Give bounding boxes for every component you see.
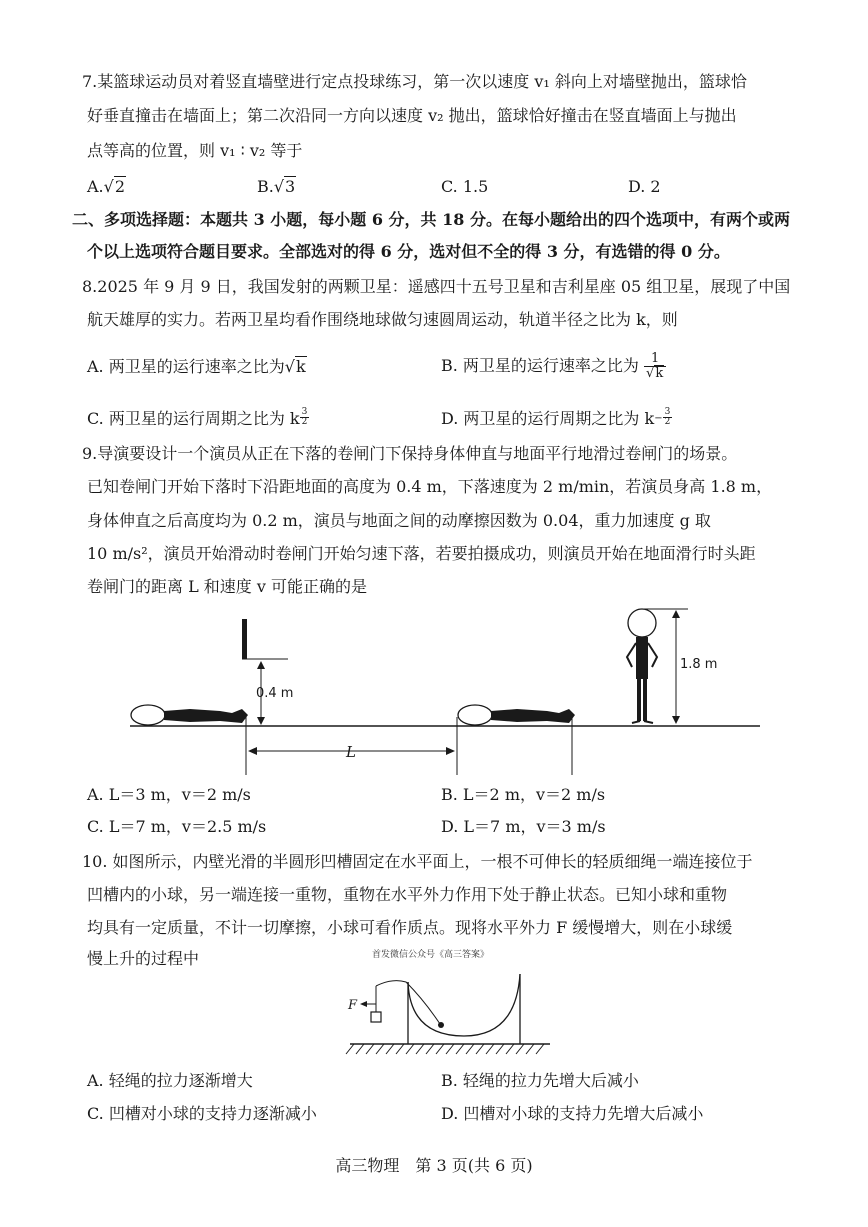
q10-line-3: 均具有一定质量，不计一切摩擦，小球可看作质点。现将水平外力 F 缓慢增大，则在小球缓 — [87, 918, 733, 937]
q7-option-d: D. 2 — [628, 177, 661, 196]
q9-line-3: 身体伸直之后高度均为 0.2 m，演员与地面之间的动摩擦因数为 0.04，重力加速度 g 取 — [87, 511, 711, 530]
q9-figure — [120, 605, 770, 775]
q7-option-a: A.√2 — [87, 177, 126, 196]
q9-line-4: 10 m/s²，演员开始滑动时卷闸门开始匀速下落，若要拍摄成功，则演员开始在地面滑行时头距 — [87, 544, 756, 563]
q8-option-b-fraction: $\frac{1}{√k}$ — [644, 352, 666, 381]
q8-option-d: D. 两卫星的运行周期之比为 k− $\frac{3}{2}$ — [441, 407, 671, 428]
standing-actor — [627, 609, 657, 723]
semicircular-groove — [408, 974, 520, 1036]
q8-line-2: 航天雄厚的实力。若两卫星均看作围绕地球做匀速圆周运动，轨道半径之比为 k，则 — [87, 310, 678, 329]
q9-option-c: C. L＝7 m，v＝2.5 m/s — [87, 817, 267, 836]
q7-line-1: 7.某篮球运动员对着竖直墙壁进行定点投球练习，第一次以速度 v₁ 斜向上对墙壁抛出，篮球恰 — [82, 72, 747, 91]
rolling-gate — [242, 619, 247, 659]
q10-option-d: D. 凹槽对小球的支持力先增大后减小 — [441, 1104, 704, 1123]
q10-line-4: 慢上升的过程中 — [87, 949, 200, 968]
q8-option-c-exponent: $\frac{3}{2}$ — [301, 407, 308, 427]
lying-actor-left — [131, 705, 248, 725]
q10-line-1: 10. 如图所示，内壁光滑的半圆形凹槽固定在水平面上，一根不可伸长的轻质细绳一端连接位于 — [82, 852, 753, 871]
watermark-text: 首发微信公众号《高三答案》 — [372, 950, 490, 960]
q7-option-b: B.√3 — [257, 177, 296, 196]
q8-option-c: C. 两卫星的运行周期之比为 k $\frac{3}{2}$ — [87, 407, 308, 428]
q7-line-3: 点等高的位置，则 v₁ ∶ v₂ 等于 — [87, 141, 303, 160]
q7-option-c: C. 1.5 — [441, 177, 489, 196]
q10-figure — [340, 960, 560, 1060]
force-label: F — [348, 998, 358, 1013]
page-footer: 高三物理 第 3 页(共 6 页) — [335, 1156, 533, 1175]
q8-line-1: 8.2025 年 9 月 9 日，我国发射的两颗卫星：遥感四十五号卫星和吉利星座 05 组卫星，展现了中国 — [82, 277, 791, 296]
q7-option-a-radicand: 2 — [114, 177, 126, 196]
small-ball — [438, 1022, 444, 1028]
distance-L-label: L — [346, 743, 356, 761]
q9-line-1: 9.导演要设计一个演员从正在下落的卷闸门下保持身体伸直与地面平行地滑过卷闸门的场景。 — [82, 444, 738, 463]
lying-actor-right — [458, 705, 575, 725]
q8-option-d-exponent: $\frac{3}{2}$ — [664, 407, 671, 427]
q10-option-b: B. 轻绳的拉力先增大后减小 — [441, 1071, 639, 1090]
q9-option-a: A. L＝3 m，v＝2 m/s — [87, 785, 251, 804]
hanging-weight — [371, 1012, 381, 1022]
q10-option-c: C. 凹槽对小球的支持力逐渐减小 — [87, 1104, 317, 1123]
q9-line-5: 卷闸门的距离 L 和速度 v 可能正确的是 — [87, 577, 368, 596]
person-height-label: 1.8 m — [680, 657, 718, 672]
q9-option-d: D. L＝7 m，v＝3 m/s — [441, 817, 606, 836]
gate-height-label: 0.4 m — [256, 686, 294, 701]
section-2-heading-line-2: 个以上选项符合题目要求。全部选对的得 6 分，选对但不全的得 3 分，有选错的得 0 分。 — [87, 242, 730, 261]
q10-line-2: 凹槽内的小球，另一端连接一重物，重物在水平外力作用下处于静止状态。已知小球和重物 — [87, 885, 728, 904]
q8-option-a: A. 两卫星的运行速率之比为√k — [87, 357, 306, 376]
q7-line-2: 好垂直撞击在墙面上；第二次沿同一方向以速度 v₂ 抛出，篮球恰好撞击在竖直墙面上与抛出 — [87, 106, 737, 125]
q10-option-a: A. 轻绳的拉力逐渐增大 — [87, 1071, 253, 1090]
section-2-heading-line-1: 二、多项选择题：本题共 3 小题，每小题 6 分，共 18 分。在每小题给出的四个选项中，有两个或两 — [72, 210, 790, 229]
q7-option-b-radicand: 3 — [285, 177, 296, 196]
q8-option-b: B. 两卫星的运行速率之比为 $\frac{1}{√k}$ — [441, 352, 666, 381]
q9-option-b: B. L＝2 m，v＝2 m/s — [441, 785, 606, 804]
q9-line-2: 已知卷闸门开始下落时下沿距地面的高度为 0.4 m，下落速度为 2 m/min，若演员身高 1.8 m， — [87, 477, 773, 496]
